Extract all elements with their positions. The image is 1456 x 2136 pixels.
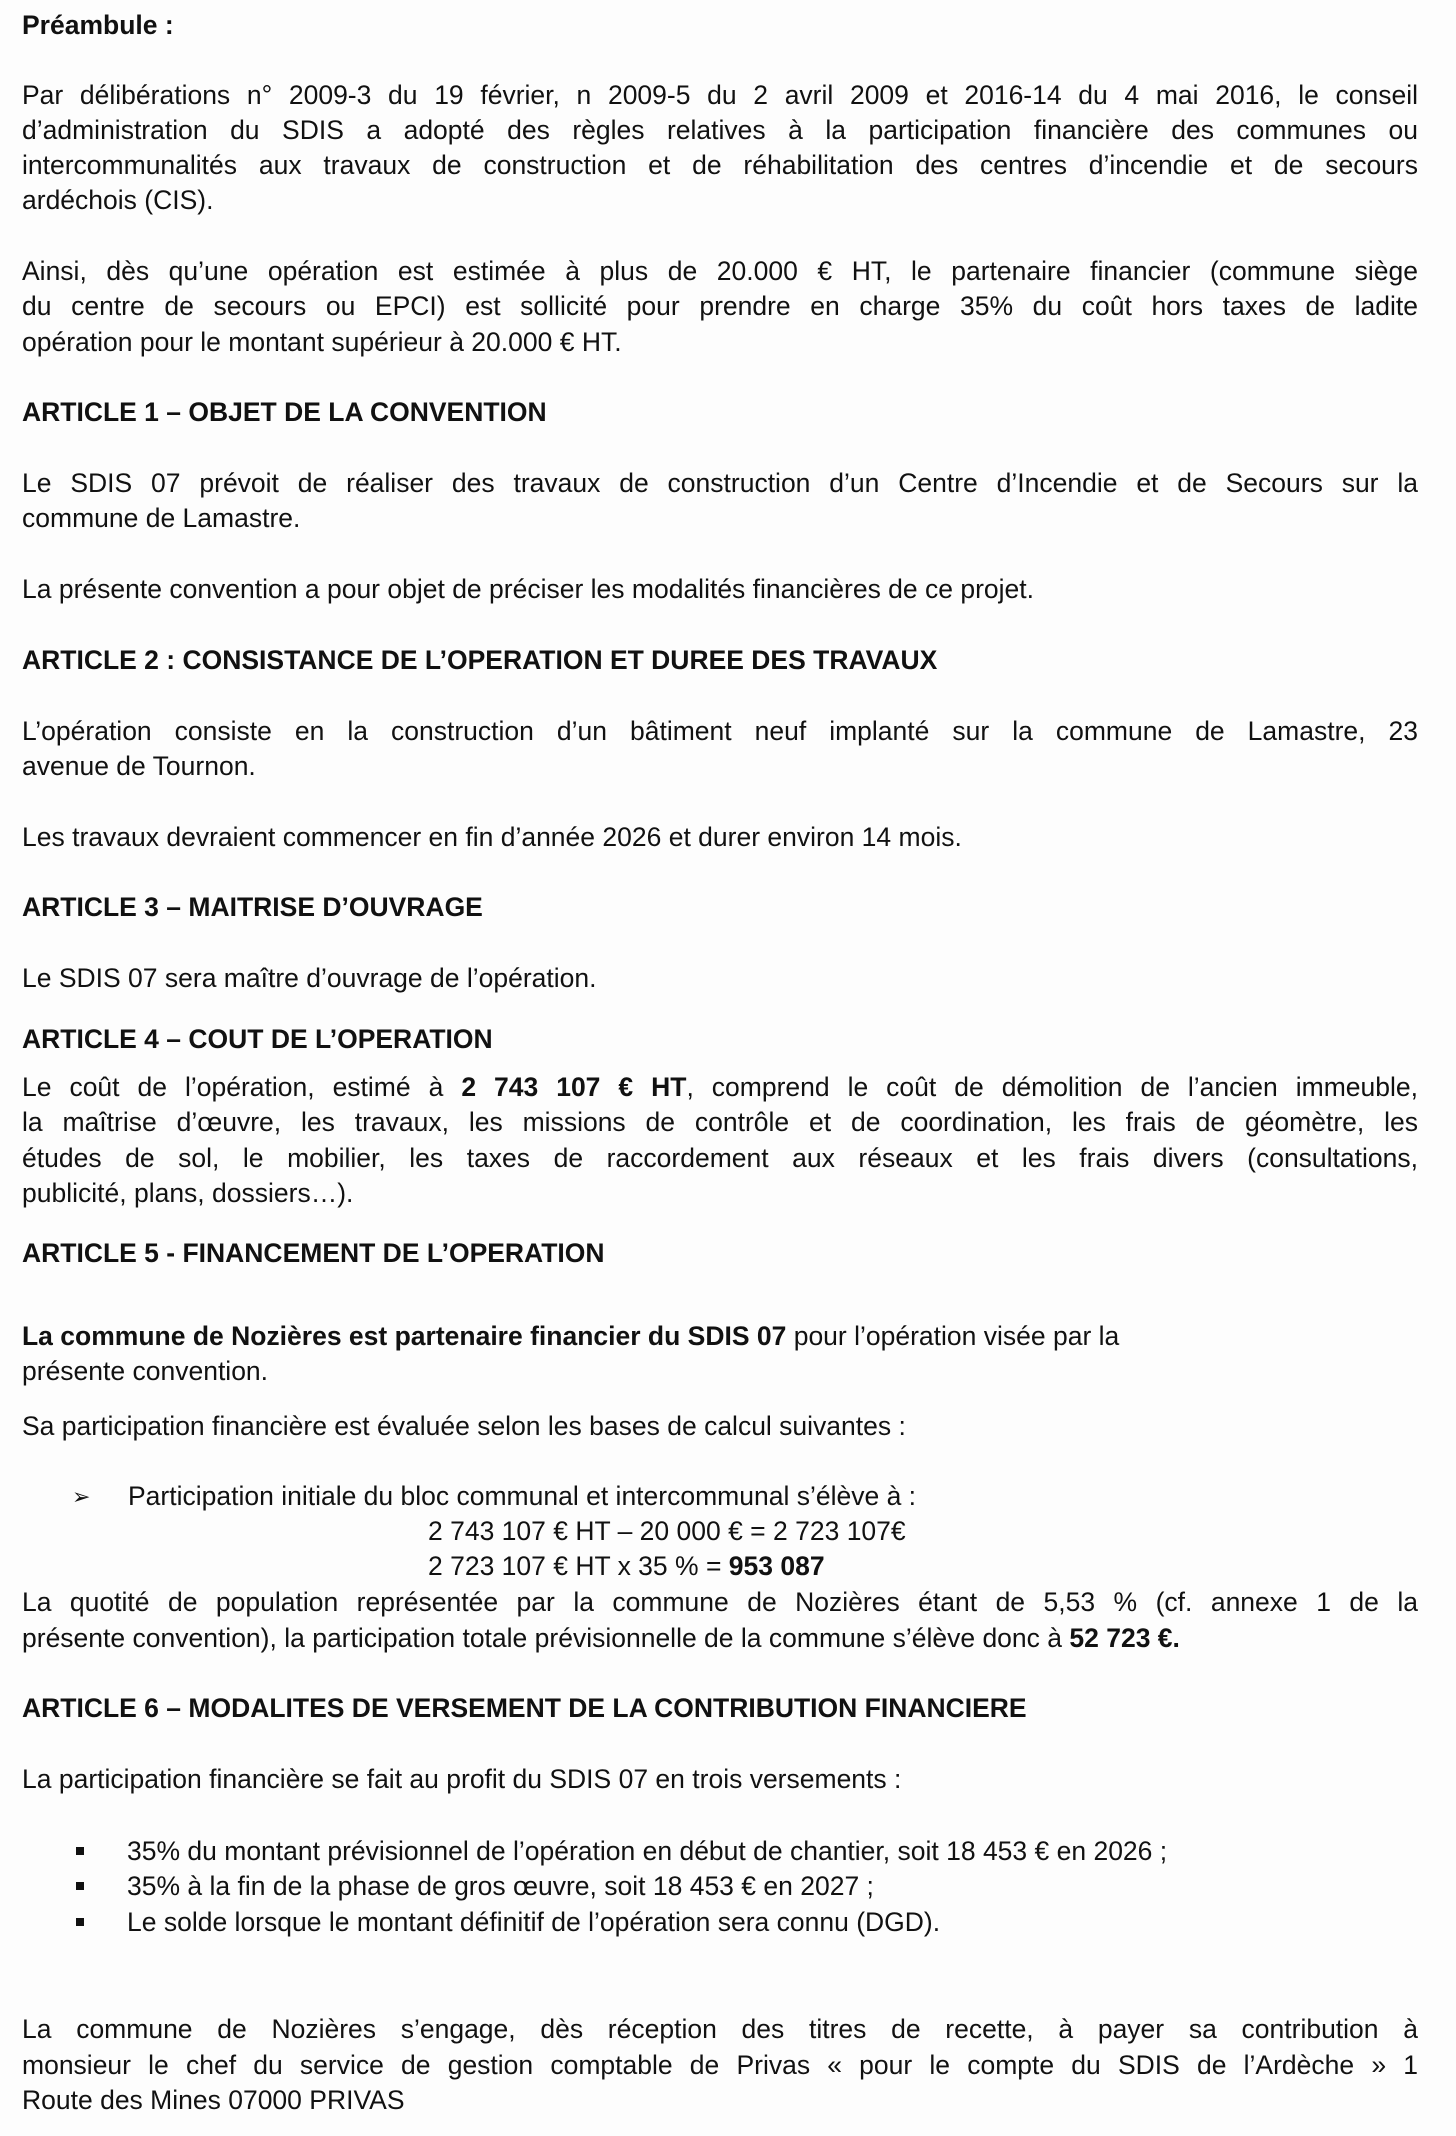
article5-p2: Sa participation financière est évaluée selon les bases de calcul suivantes : xyxy=(22,1411,906,1441)
preambule-p1-line2: d’administration du SDIS a adopté des règles relatives à la participation financière des communes ou xyxy=(22,115,1418,145)
arrow-bullet-icon: ➢ xyxy=(72,1484,91,1509)
article3-p1: Le SDIS 07 sera maître d’ouvrage de l’opération. xyxy=(22,963,597,993)
article6-p1: La participation financière se fait au profit du SDIS 07 en trois versements : xyxy=(22,1764,902,1794)
article5-bullet-text: Participation initiale du bloc communal et intercommunal s’élève à : xyxy=(128,1481,917,1511)
article1-p1-line1: Le SDIS 07 prévoit de réaliser des travaux de construction d’un Centre d’Incendie et de Secours sur la xyxy=(22,468,1418,498)
article2-p1-line2: avenue de Tournon. xyxy=(22,751,256,781)
preambule-p2-line2: du centre de secours ou EPCI) est sollicité pour prendre en charge 35% du coût hors taxes de ladite xyxy=(22,291,1418,321)
calc-line2 xyxy=(428,1549,825,1584)
preambule-title: Préambule : xyxy=(22,10,174,40)
square-bullet-icon xyxy=(76,1882,84,1890)
article2-title: ARTICLE 2 : CONSISTANCE DE L’OPERATION ET DUREE DES TRAVAUX xyxy=(22,645,938,675)
article6-bullet-2-text: 35% à la fin de la phase de gros œuvre, soit 18 453 € en 2027 ; xyxy=(127,1871,874,1901)
article1-title: ARTICLE 1 – OBJET DE LA CONVENTION xyxy=(22,397,547,427)
article4-line2: la maîtrise d’œuvre, les travaux, les missions de contrôle et de coordination, les frais de géomètre, les xyxy=(22,1107,1418,1137)
calc-line1: 2 743 107 € HT – 20 000 € = 2 723 107€ xyxy=(428,1516,906,1546)
article2-p2: Les travaux devraient commencer en fin d’année 2026 et durer environ 14 mois. xyxy=(22,822,962,852)
article5-p3-line2-pre: présente convention), la participation totale prévisionnelle de la commune s’élève donc à xyxy=(22,1623,1070,1653)
preambule-p2-line1: Ainsi, dès qu’une opération est estimée à plus de 20.000 € HT, le partenaire financier (commune siège xyxy=(22,256,1418,286)
article1-p1-line2: commune de Lamastre. xyxy=(22,503,301,533)
article6-bullet-3-text: Le solde lorsque le montant définitif de l’opération sera connu (DGD). xyxy=(127,1907,941,1937)
article4-line4: publicité, plans, dossiers…). xyxy=(22,1178,354,1208)
article5-p1-line1 xyxy=(22,1319,1418,1354)
article4-line3: études de sol, le mobilier, les taxes de raccordement aux réseaux et les frais divers (consultations, xyxy=(22,1143,1418,1173)
article5-p1-post: pour l’opération visée par la xyxy=(786,1321,1120,1351)
article4-title: ARTICLE 4 – COUT DE L’OPERATION xyxy=(22,1024,493,1054)
article6-bullet-1-text: 35% du montant prévisionnel de l’opération en début de chantier, soit 18 453 € en 2026 ; xyxy=(127,1836,1168,1866)
article6-p2-line1: La commune de Nozières s’engage, dès réception des titres de recette, à payer sa contribution à xyxy=(22,2014,1418,2044)
square-bullet-icon xyxy=(76,1847,84,1855)
article3-title: ARTICLE 3 – MAITRISE D’OUVRAGE xyxy=(22,892,483,922)
total-participation: 52 723 €. xyxy=(1069,1623,1180,1653)
article4-line1-pre: Le coût de l’opération, estimé à xyxy=(22,1072,462,1102)
article1-p2: La présente convention a pour objet de préciser les modalités financières de ce projet. xyxy=(22,574,1035,604)
square-bullet-icon xyxy=(76,1918,84,1926)
article5-p1-bold: La commune de Nozières est partenaire financier du SDIS 07 xyxy=(22,1321,787,1351)
calc-result: 953 087 xyxy=(728,1551,825,1581)
operation-cost: 2 743 107 € HT xyxy=(461,1072,687,1102)
preambule-p2-line3: opération pour le montant supérieur à 20.000 € HT. xyxy=(22,327,622,357)
preambule-p1-line4: ardéchois (CIS). xyxy=(22,185,214,215)
calc-line2-pre: 2 723 107 € HT x 35 % = xyxy=(428,1551,729,1581)
article6-title: ARTICLE 6 – MODALITES DE VERSEMENT DE LA CONTRIBUTION FINANCIERE xyxy=(22,1693,1027,1723)
article6-p2-line3: Route des Mines 07000 PRIVAS xyxy=(22,2085,405,2115)
article6-p2-line2: monsieur le chef du service de gestion comptable de Privas « pour le compte du SDIS de l’Ardèche » 1 xyxy=(22,2050,1418,2080)
article5-p1-line2: présente convention. xyxy=(22,1356,269,1386)
article5-p3-line2 xyxy=(22,1621,1418,1656)
preambule-p1-line1: Par délibérations n° 2009-3 du 19 février, n 2009-5 du 2 avril 2009 et 2016-14 du 4 mai 2016, le conseil xyxy=(22,80,1418,110)
article5-title: ARTICLE 5 - FINANCEMENT DE L’OPERATION xyxy=(22,1238,605,1268)
article5-p3-line1: La quotité de population représentée par la commune de Nozières étant de 5,53 % (cf. annexe 1 de la xyxy=(22,1587,1418,1617)
article4-line1 xyxy=(22,1070,1418,1105)
preambule-p1-line3: intercommunalités aux travaux de construction et de réhabilitation des centres d’incendie et de secours xyxy=(22,150,1418,180)
article4-line1-post: , comprend le coût de démolition de l’ancien immeuble, xyxy=(686,1072,1418,1102)
article2-p1-line1: L’opération consiste en la construction d’un bâtiment neuf implanté sur la commune de Lamastre, 23 xyxy=(22,716,1418,746)
